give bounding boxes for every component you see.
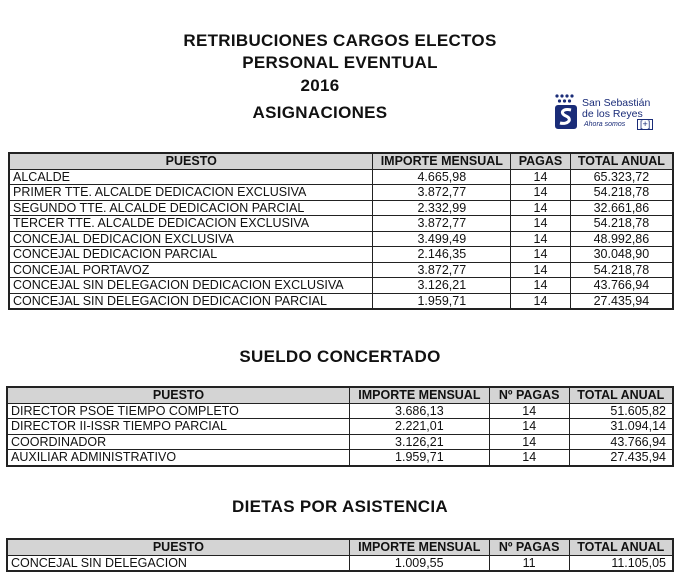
cell-total: 51.605,82 (569, 403, 673, 419)
cell-pagas: 14 (511, 169, 571, 185)
cell-puesto: CONCEJAL PORTAVOZ (9, 262, 373, 278)
table-row (9, 247, 673, 263)
doc-title-line1: RETRIBUCIONES CARGOS ELECTOS (183, 31, 497, 50)
cell-total: 32.661,86 (570, 200, 673, 216)
cell-total: 65.323,72 (570, 169, 673, 185)
cell-pagas: 14 (511, 247, 571, 263)
cell-importe: 3.872,77 (373, 185, 511, 201)
table-row (7, 555, 673, 571)
column-header-importe: IMPORTE MENSUAL (373, 153, 511, 169)
cell-importe: 3.872,77 (373, 262, 511, 278)
cell-importe: 1.959,71 (349, 450, 489, 466)
cell-total: 31.094,14 (569, 419, 673, 435)
cell-puesto: COORDINADOR (7, 434, 349, 450)
section-title-dietas: DIETAS POR ASISTENCIA (232, 497, 448, 516)
cell-puesto: TERCER TTE. ALCALDE DEDICACION EXCLUSIVA (9, 216, 373, 232)
column-header-total: TOTAL ANUAL (569, 387, 673, 403)
table-row (9, 169, 673, 185)
logo-slogan: Ahora somos (584, 121, 626, 128)
table-header-row (7, 539, 673, 555)
cell-pagas: 14 (489, 450, 569, 466)
cell-total: 54.218,78 (570, 262, 673, 278)
cell-puesto: CONCEJAL DEDICACION EXCLUSIVA (9, 231, 373, 247)
table-row (9, 185, 673, 201)
logo-badge: [+] (637, 119, 653, 130)
cell-importe: 2.221,01 (349, 419, 489, 435)
column-header-puesto: PUESTO (7, 539, 349, 555)
logo-name-line2: de los Reyes (582, 108, 643, 120)
cell-pagas: 14 (511, 278, 571, 294)
cell-puesto: AUXILIAR ADMINISTRATIVO (7, 450, 349, 466)
cell-importe: 2.146,35 (373, 247, 511, 263)
cell-total: 54.218,78 (570, 185, 673, 201)
table-row (9, 200, 673, 216)
cell-importe: 1.959,71 (373, 293, 511, 309)
table-row (7, 403, 673, 419)
cell-importe: 3.126,21 (373, 278, 511, 294)
section-title-asignaciones: ASIGNACIONES (252, 103, 388, 122)
cell-pagas: 14 (511, 262, 571, 278)
cell-total: 27.435,94 (569, 450, 673, 466)
table-header-row (9, 153, 673, 169)
column-header-importe: IMPORTE MENSUAL (349, 387, 489, 403)
cell-importe: 4.665,98 (373, 169, 511, 185)
cell-total: 11.105,05 (569, 555, 673, 571)
cell-importe: 3.499,49 (373, 231, 511, 247)
cell-importe: 2.332,99 (373, 200, 511, 216)
table-row (9, 278, 673, 294)
cell-puesto: CONCEJAL DEDICACION PARCIAL (9, 247, 373, 263)
doc-year: 2016 (300, 76, 340, 95)
logo-mark-icon (554, 93, 578, 131)
column-header-total: TOTAL ANUAL (569, 539, 673, 555)
cell-pagas: 14 (489, 419, 569, 435)
cell-pagas: 14 (511, 293, 571, 309)
table-row (7, 450, 673, 466)
cell-puesto: CONCEJAL SIN DELEGACION DEDICACION EXCLUSIVA (9, 278, 373, 294)
cell-pagas: 11 (489, 555, 569, 571)
column-header-pagas: PAGAS (511, 153, 571, 169)
table-row (9, 262, 673, 278)
logo-name-line1: San Sebastián (582, 97, 651, 109)
cell-pagas: 14 (511, 231, 571, 247)
cell-total: 43.766,94 (570, 278, 673, 294)
cell-total: 54.218,78 (570, 216, 673, 232)
column-header-pagas: Nº PAGAS (489, 539, 569, 555)
cell-puesto: CONCEJAL SIN DELEGACION DEDICACION PARCIAL (9, 293, 373, 309)
municipality-logo (554, 93, 664, 133)
cell-puesto: CONCEJAL SIN DELEGACION (7, 555, 349, 571)
cell-puesto: SEGUNDO TTE. ALCALDE DEDICACION PARCIAL (9, 200, 373, 216)
table-row (7, 434, 673, 450)
cell-puesto: PRIMER TTE. ALCALDE DEDICACION EXCLUSIVA (9, 185, 373, 201)
cell-pagas: 14 (489, 403, 569, 419)
cell-total: 48.992,86 (570, 231, 673, 247)
column-header-puesto: PUESTO (9, 153, 373, 169)
table-row (7, 419, 673, 435)
cell-importe: 3.126,21 (349, 434, 489, 450)
cell-puesto: DIRECTOR II-ISSR TIEMPO PARCIAL (7, 419, 349, 435)
sueldo-concertado-table (6, 386, 674, 467)
cell-puesto: DIRECTOR PSOE TIEMPO COMPLETO (7, 403, 349, 419)
cell-importe: 3.686,13 (349, 403, 489, 419)
column-header-puesto: PUESTO (7, 387, 349, 403)
cell-total: 27.435,94 (570, 293, 673, 309)
cell-importe: 3.872,77 (373, 216, 511, 232)
dietas-table (6, 538, 674, 572)
table-row (9, 231, 673, 247)
doc-title-line2: PERSONAL EVENTUAL (242, 53, 438, 72)
cell-pagas: 14 (511, 185, 571, 201)
cell-pagas: 14 (511, 200, 571, 216)
cell-total: 43.766,94 (569, 434, 673, 450)
table-row (9, 293, 673, 309)
cell-pagas: 14 (489, 434, 569, 450)
cell-total: 30.048,90 (570, 247, 673, 263)
cell-importe: 1.009,55 (349, 555, 489, 571)
section-title-sueldo: SUELDO CONCERTADO (239, 347, 441, 366)
column-header-pagas: Nº PAGAS (489, 387, 569, 403)
table-row (9, 216, 673, 232)
column-header-importe: IMPORTE MENSUAL (349, 539, 489, 555)
cell-pagas: 14 (511, 216, 571, 232)
column-header-total: TOTAL ANUAL (570, 153, 673, 169)
table-header-row (7, 387, 673, 403)
cell-puesto: ALCALDE (9, 169, 373, 185)
asignaciones-table (8, 152, 674, 310)
